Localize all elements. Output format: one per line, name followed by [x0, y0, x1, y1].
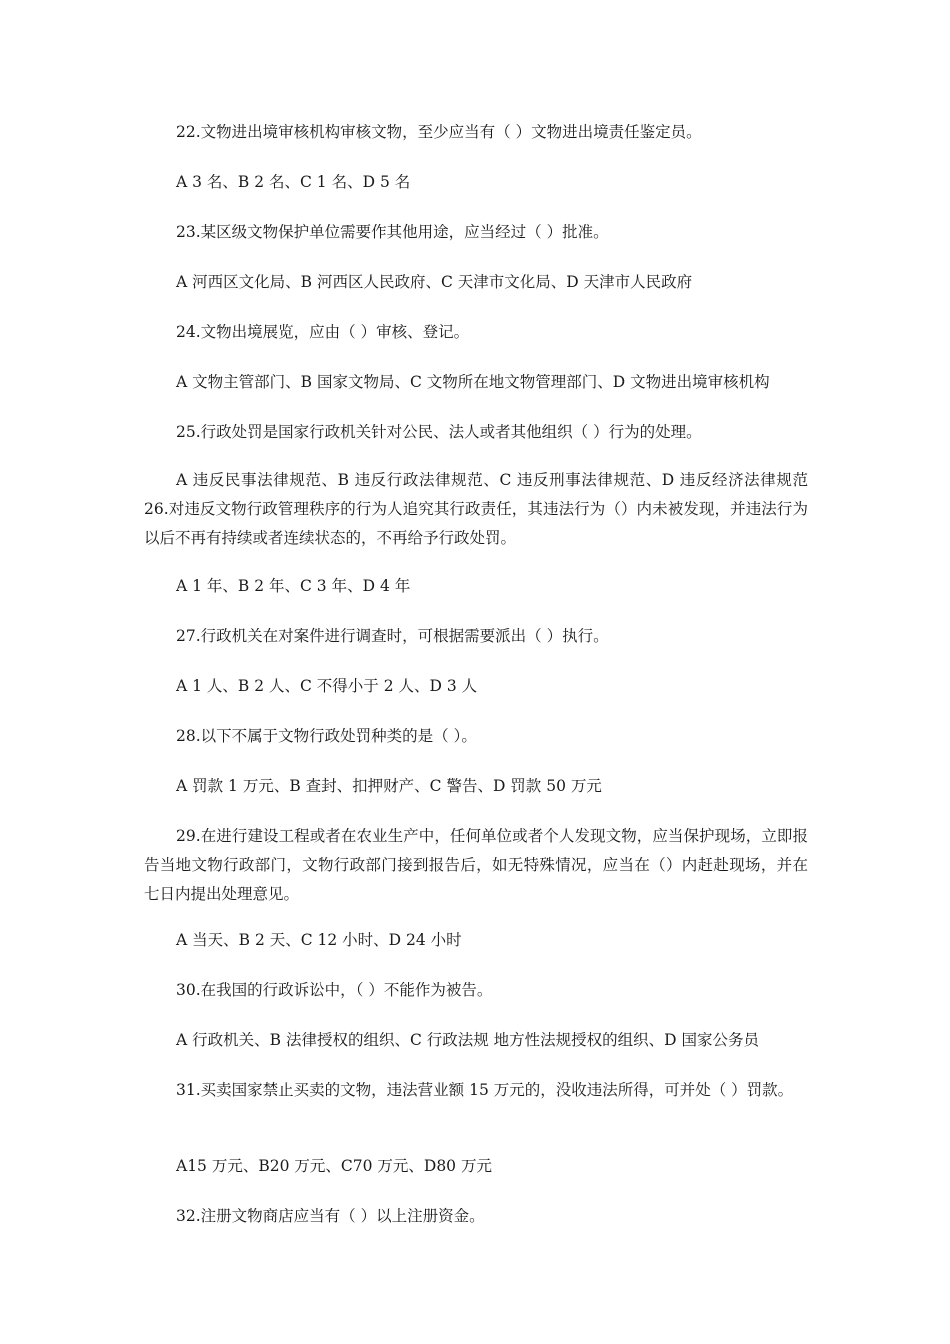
- options-25-question-26: A 违反民事法律规范、B 违反行政法律规范、C 违反刑事法律规范、D 违反经济法律规范 26.对违反文物行政管理秩序的行为人追究其行政责任，其违法行为（）内未被发现，并违法行为以后不再有持续或者连续状态的，不再给予行政处罚。: [144, 471, 808, 547]
- options-30: A 行政机关、B 法律授权的组织、C 行政法规 地方性法规授权的组织、D 国家公务员: [176, 1031, 760, 1049]
- question-28: 28.以下不属于文物行政处罚种类的是（ ）。: [176, 727, 477, 745]
- question-27: 27.行政机关在对案件进行调查时，可根据需要派出（ ）执行。: [176, 627, 609, 645]
- options-23: A 河西区文化局、B 河西区人民政府、C 天津市文化局、D 天津市人民政府: [176, 273, 693, 291]
- options-27: A 1 人、B 2 人、C 不得小于 2 人、D 3 人: [176, 677, 478, 695]
- options-28: A 罚款 1 万元、B 查封、扣押财产、C 警告、D 罚款 50 万元: [176, 777, 602, 795]
- options-26: A 1 年、B 2 年、C 3 年、D 4 年: [176, 577, 411, 595]
- question-23: 23.某区级文物保护单位需要作其他用途，应当经过（ ）批准。: [176, 223, 609, 241]
- options-29: A 当天、B 2 天、C 12 小时、D 24 小时: [176, 931, 462, 949]
- question-24: 24.文物出境展览，应由（ ）审核、登记。: [176, 323, 470, 341]
- options-24: A 文物主管部门、B 国家文物局、C 文物所在地文物管理部门、D 文物进出境审核机构: [176, 373, 770, 391]
- question-29: 29.在进行建设工程或者在农业生产中，任何单位或者个人发现文物，应当保护现场，立即报告当地文物行政部门，文物行政部门接到报告后，如无特殊情况，应当在（）内赶赴现场，并在七日内提出处理意见。: [144, 827, 808, 903]
- options-31: A15 万元、B20 万元、C70 万元、D80 万元: [176, 1157, 492, 1175]
- options-22: A 3 名、B 2 名、C 1 名、D 5 名: [176, 173, 411, 191]
- question-25: 25.行政处罚是国家行政机关针对公民、法人或者其他组织（ ）行为的处理。: [176, 423, 702, 441]
- question-32: 32.注册文物商店应当有（ ）以上注册资金。: [176, 1207, 485, 1225]
- question-30: 30.在我国的行政诉讼中，（ ）不能作为被告。: [176, 981, 493, 999]
- question-22: 22.文物进出境审核机构审核文物，至少应当有（ ）文物进出境责任鉴定员。: [176, 123, 702, 141]
- question-31: 31.买卖国家禁止买卖的文物，违法营业额 15 万元的，没收违法所得，可并处（ ）罚款。: [176, 1081, 794, 1099]
